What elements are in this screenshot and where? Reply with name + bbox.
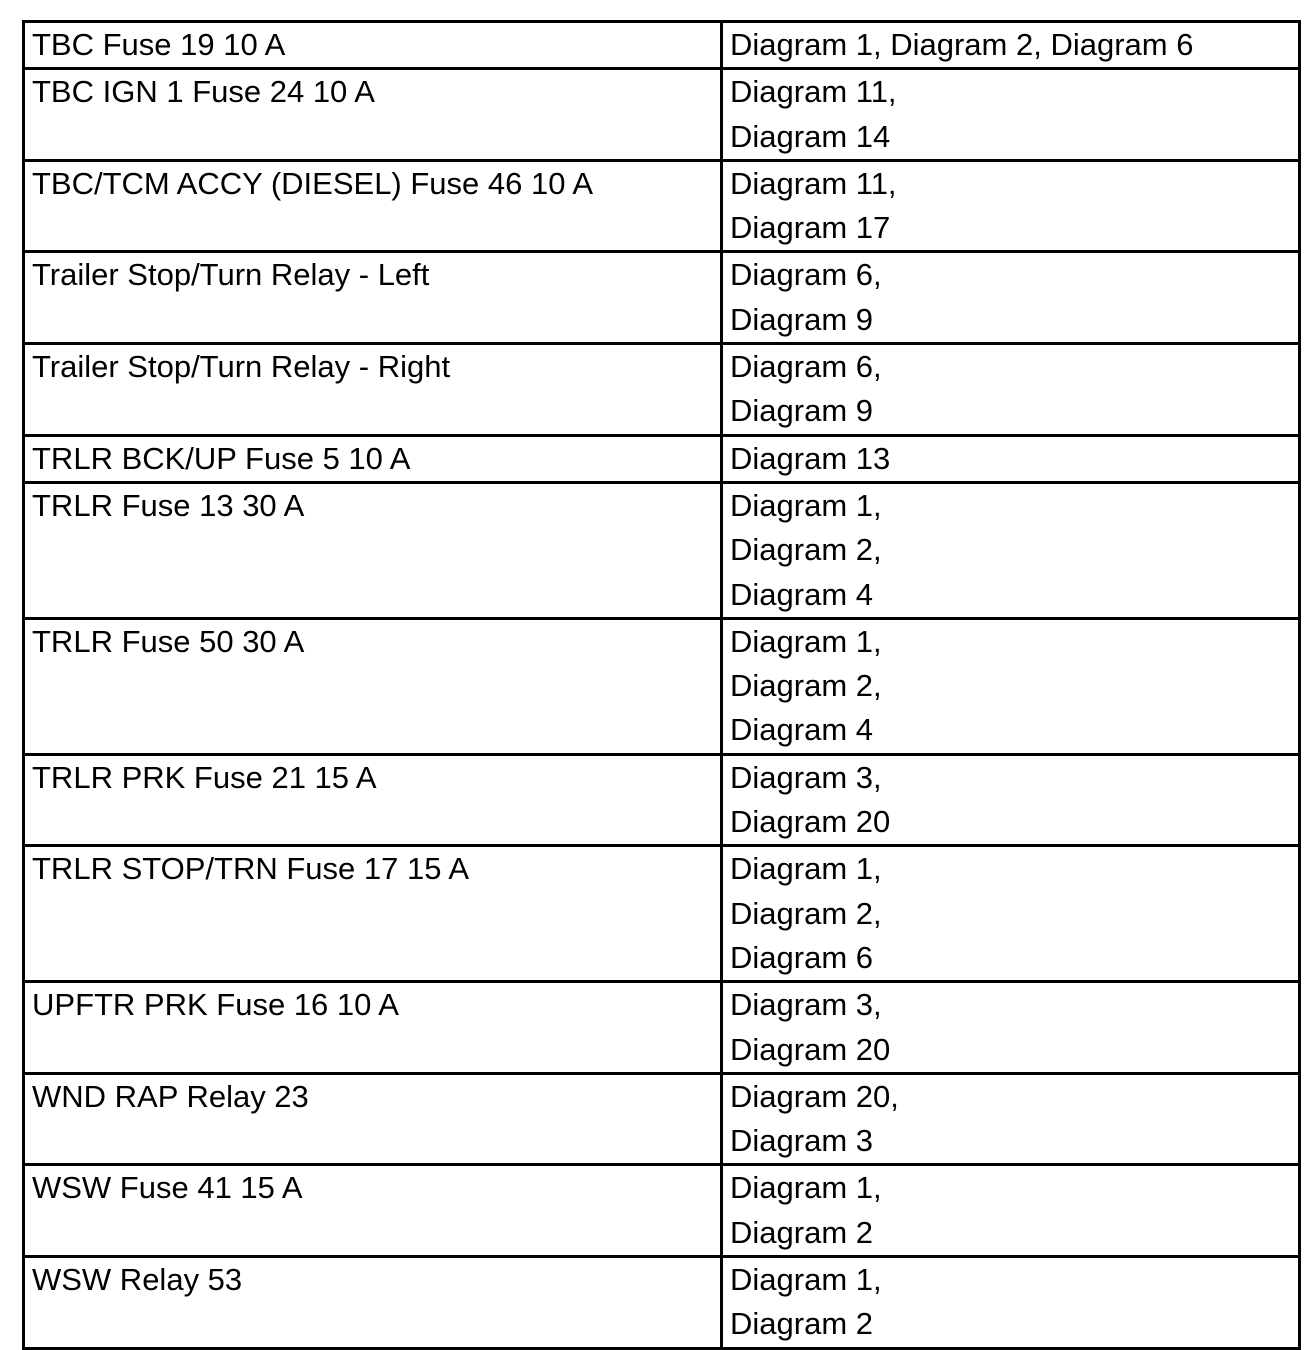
diagram-cell bbox=[722, 344, 1300, 436]
component-cell: TBC Fuse 19 10 A bbox=[24, 22, 722, 69]
table-row bbox=[24, 482, 1300, 618]
component-cell: TRLR Fuse 13 30 A bbox=[24, 482, 722, 618]
component-cell: TRLR PRK Fuse 21 15 A bbox=[24, 754, 722, 846]
diagram-ref: Diagram 1, bbox=[730, 851, 882, 887]
diagram-ref: Diagram 20 bbox=[730, 804, 891, 840]
component-cell: TRLR BCK/UP Fuse 5 10 A bbox=[24, 435, 722, 482]
table-row bbox=[24, 1073, 1300, 1165]
diagram-ref: Diagram 2 bbox=[730, 1214, 873, 1250]
component-diagram-table bbox=[22, 20, 1301, 1350]
diagram-cell bbox=[722, 618, 1300, 754]
table-row bbox=[24, 69, 1300, 161]
diagram-cell bbox=[722, 160, 1300, 252]
component-cell: TBC IGN 1 Fuse 24 10 A bbox=[24, 69, 722, 161]
diagram-cell bbox=[722, 846, 1300, 982]
diagram-ref: Diagram 3, bbox=[730, 987, 882, 1023]
diagram-cell bbox=[722, 252, 1300, 344]
component-cell: WSW Relay 53 bbox=[24, 1257, 722, 1349]
diagram-cell bbox=[722, 1073, 1300, 1165]
table-row bbox=[24, 435, 1300, 482]
table-row bbox=[24, 754, 1300, 846]
diagram-ref: Diagram 1, bbox=[730, 1262, 882, 1298]
diagram-ref: Diagram 2, bbox=[730, 895, 882, 931]
diagram-ref: Diagram 6, bbox=[730, 257, 882, 293]
table-row bbox=[24, 252, 1300, 344]
diagram-cell bbox=[722, 982, 1300, 1074]
diagram-ref: Diagram 4 bbox=[730, 712, 873, 748]
diagram-ref: Diagram 11, bbox=[730, 74, 897, 110]
diagram-ref: Diagram 1, bbox=[730, 1170, 882, 1206]
diagram-ref: Diagram 2, bbox=[730, 668, 882, 704]
table-row bbox=[24, 1257, 1300, 1349]
diagram-ref: Diagram 6, bbox=[730, 349, 882, 385]
diagram-cell bbox=[722, 1165, 1300, 1257]
diagram-ref: Diagram 17 bbox=[730, 210, 891, 246]
component-cell: TRLR Fuse 50 30 A bbox=[24, 618, 722, 754]
diagram-ref: Diagram 1, Diagram 2, Diagram 6 bbox=[730, 27, 1194, 62]
diagram-ref: Diagram 13 bbox=[730, 440, 891, 476]
diagram-ref: Diagram 20, bbox=[730, 1078, 899, 1114]
diagram-ref: Diagram 4 bbox=[730, 576, 873, 612]
diagram-ref: Diagram 9 bbox=[730, 393, 873, 429]
diagram-ref: Diagram 1, bbox=[730, 623, 882, 659]
diagram-ref: Diagram 2 bbox=[730, 1306, 873, 1342]
diagram-ref: Diagram 14 bbox=[730, 118, 891, 154]
diagram-cell bbox=[722, 435, 1300, 482]
diagram-cell bbox=[722, 1257, 1300, 1349]
diagram-ref: Diagram 11, bbox=[730, 165, 897, 201]
diagram-ref: Diagram 9 bbox=[730, 301, 873, 337]
component-cell: TRLR STOP/TRN Fuse 17 15 A bbox=[24, 846, 722, 982]
component-cell: TBC/TCM ACCY (DIESEL) Fuse 46 10 A bbox=[24, 160, 722, 252]
table-row bbox=[24, 22, 1300, 69]
table-row bbox=[24, 160, 1300, 252]
diagram-ref: Diagram 6 bbox=[730, 939, 873, 975]
table-row bbox=[24, 344, 1300, 436]
diagram-cell bbox=[722, 482, 1300, 618]
diagram-ref: Diagram 2, bbox=[730, 532, 882, 568]
table-row bbox=[24, 982, 1300, 1074]
diagram-cell bbox=[722, 22, 1300, 69]
table-row bbox=[24, 618, 1300, 754]
component-cell: Trailer Stop/Turn Relay - Left bbox=[24, 252, 722, 344]
component-cell: Trailer Stop/Turn Relay - Right bbox=[24, 344, 722, 436]
table-row bbox=[24, 846, 1300, 982]
component-cell: WSW Fuse 41 15 A bbox=[24, 1165, 722, 1257]
diagram-cell bbox=[722, 69, 1300, 161]
component-cell: UPFTR PRK Fuse 16 10 A bbox=[24, 982, 722, 1074]
table-row bbox=[24, 1165, 1300, 1257]
diagram-ref: Diagram 20 bbox=[730, 1031, 891, 1067]
diagram-ref: Diagram 3, bbox=[730, 759, 882, 795]
diagram-ref: Diagram 1, bbox=[730, 487, 882, 523]
diagram-cell bbox=[722, 754, 1300, 846]
component-cell: WND RAP Relay 23 bbox=[24, 1073, 722, 1165]
diagram-ref: Diagram 3 bbox=[730, 1123, 873, 1159]
